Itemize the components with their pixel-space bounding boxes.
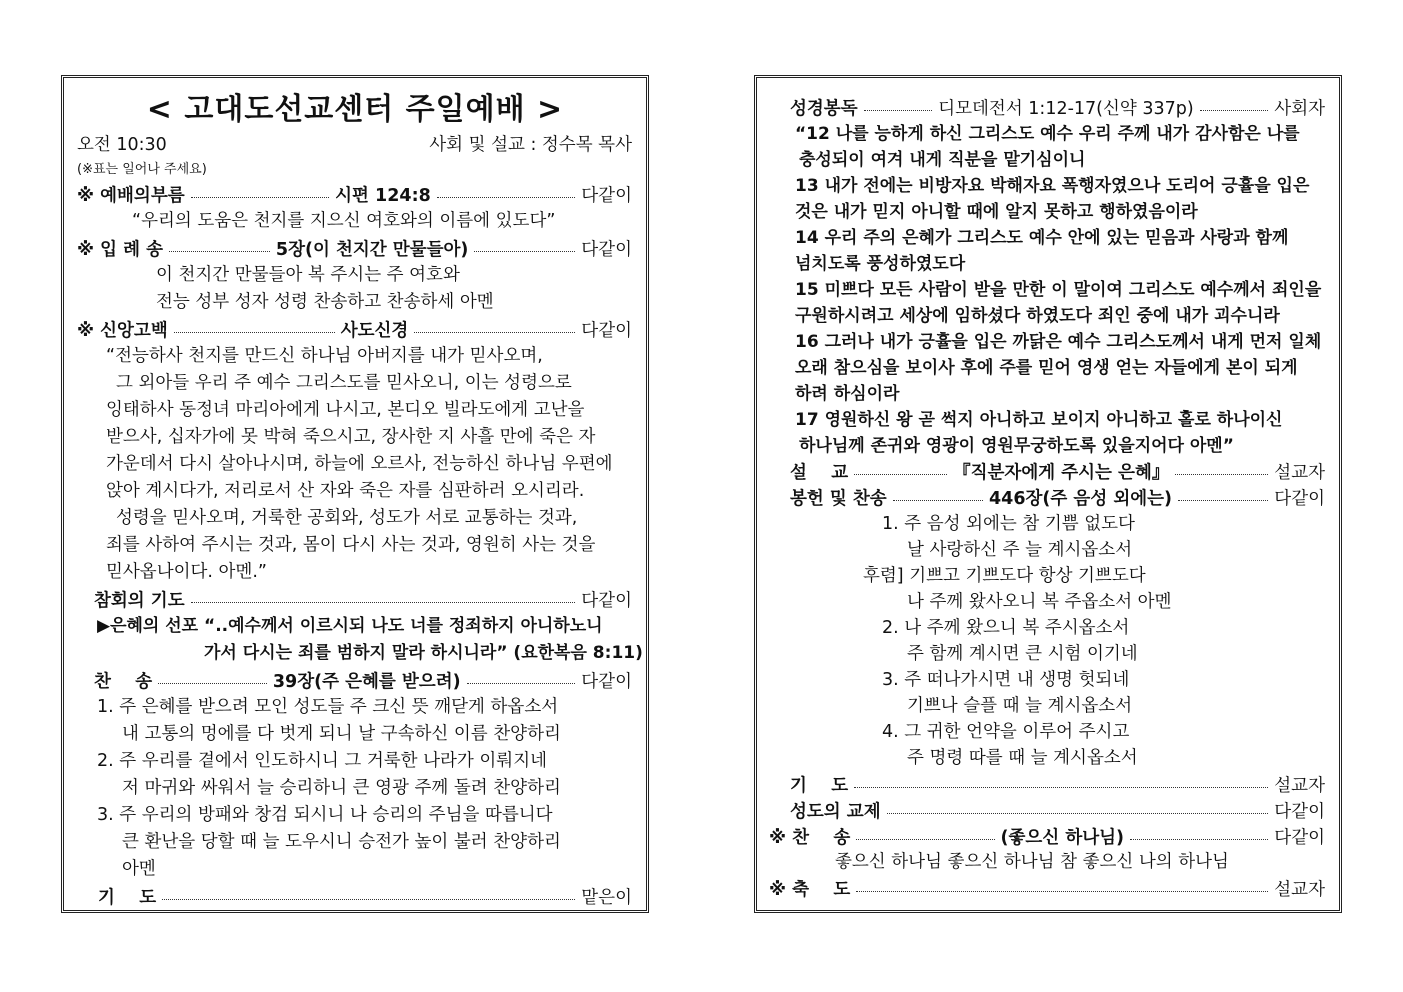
item-right: 다같이 <box>581 590 632 611</box>
item-center: 시편 124:8 <box>335 185 431 206</box>
grace-declaration: 가서 다시는 죄를 범하지 말라 하시니라” (요한복음 8:11) <box>204 643 643 663</box>
grace-declaration: ▶은혜의 선포 “..예수께서 이르시되 나도 너를 정죄하지 아니하노니 <box>97 616 603 636</box>
item-right: 다같이 <box>1274 801 1325 822</box>
item-right: 설교자 <box>1274 462 1326 483</box>
hymn-verse: 4. 그 귀한 언약을 이루어 주시고 <box>882 722 1130 742</box>
item-right: 다같이 <box>581 671 632 692</box>
closing-hymn-row <box>769 824 1325 848</box>
item-right: 다같이 <box>581 320 633 341</box>
leader-dots <box>864 110 933 111</box>
leader-dots <box>162 899 575 900</box>
creed-line: 성령을 믿사오며, 거룩한 공회와, 성도가 서로 교통하는 것과, <box>116 508 578 528</box>
leader-dots <box>856 891 1268 892</box>
scripture-line: 14 우리 주의 은혜가 그리스도 예수 안에 있는 믿음과 사랑과 함께 <box>795 228 1289 248</box>
hymn-verse: 3. 주 떠나가시면 내 생명 헛되네 <box>882 670 1130 690</box>
scripture-line: “12 나를 능하게 하신 그리스도 예수 우리 주께 내가 감사함은 나를 <box>795 124 1300 144</box>
service-leader: 사회 및 설교 : 정수목 목사 <box>429 135 632 155</box>
item-right: 다같이 <box>581 239 632 260</box>
item-center: 39장(주 은혜를 받으려) <box>272 671 461 692</box>
leader-dots <box>191 602 576 603</box>
item-right: 다같이 <box>1274 488 1326 509</box>
item-label: ※ 찬 송 <box>769 827 851 848</box>
leader-dots <box>856 839 994 840</box>
hymn-verse: 3. 주 우리의 방패와 창검 되시니 나 승리의 주님을 따릅니다 <box>97 805 553 825</box>
creed-line: 잉태하사 동정녀 마리아에게 나시고, 본디오 빌라도에게 고난을 <box>106 400 585 420</box>
item-label: ※ 예배의부름 <box>77 185 185 206</box>
item-right: 사회자 <box>1274 98 1326 119</box>
creed-line: “전능하사 천지를 만드신 하나님 아버지를 내가 믿사오며, <box>106 346 543 366</box>
item-label: ※ 축 도 <box>769 879 851 900</box>
scripture-reading-row <box>790 95 1325 119</box>
scripture-line: 하나님께 존귀와 영광이 영원무궁하도록 있을지어다 아멘” <box>799 436 1234 456</box>
hymn-verse: 1. 주 은혜를 받으려 모인 성도들 주 크신 뜻 깨닫게 하옵소서 <box>97 697 559 717</box>
leader-dots <box>191 197 330 198</box>
leader-dots <box>1130 839 1268 840</box>
leader-dots <box>467 683 576 684</box>
call-to-worship-row <box>77 182 632 206</box>
leader-dots <box>1175 474 1268 475</box>
hymn-verse: 내 고통의 멍에를 다 벗게 되니 날 구속하신 이름 찬양하리 <box>122 724 561 744</box>
item-center: 사도신경 <box>340 320 409 341</box>
hymn-verse: 저 마귀와 싸워서 늘 승리하니 큰 영광 주께 돌려 찬양하리 <box>122 778 561 798</box>
prayer-row <box>790 772 1325 796</box>
repentance-prayer-row <box>94 587 632 611</box>
creed-line: 믿사옵나이다. 아멘.” <box>106 562 267 582</box>
right-page <box>754 75 1342 913</box>
item-label: 봉헌 및 찬송 <box>790 488 887 509</box>
item-label: ※ 입 례 송 <box>77 239 164 260</box>
scripture-line: 충성되이 여겨 내게 직분을 맡기심이니 <box>799 150 1086 170</box>
benediction-row <box>769 876 1325 900</box>
item-label: ※ 신앙고백 <box>77 320 168 341</box>
leader-dots <box>158 683 267 684</box>
item-right: 설교자 <box>1274 775 1325 796</box>
scripture-line: 17 영원하신 왕 곧 썩지 아니하고 보이지 아니하고 홀로 하나이신 <box>795 410 1283 430</box>
leader-dots <box>414 332 575 333</box>
creed-line: 받으사, 십자가에 못 박혀 죽으시고, 장사한 지 사흘 만에 죽은 자 <box>106 427 596 447</box>
stand-note: (※표는 일어나 주세요) <box>77 162 207 177</box>
leader-dots <box>887 813 1269 814</box>
closing-hymn-text: 좋으신 하나님 좋으신 하나님 참 좋으신 나의 하나님 <box>835 852 1229 872</box>
call-text: “우리의 도움은 천지를 지으신 여호와의 이름에 있도다” <box>132 211 556 231</box>
leader-dots <box>174 332 335 333</box>
hymn-verse: 주 함께 계시면 큰 시험 이기네 <box>907 644 1138 664</box>
offering-row <box>790 485 1325 509</box>
leader-dots <box>169 251 270 252</box>
item-label: 참회의 기도 <box>94 590 185 611</box>
item-right: 다같이 <box>581 185 632 206</box>
item-label: 설 교 <box>790 462 849 483</box>
creed-line: 앉아 계시다가, 저리로서 산 자와 죽은 자를 심판하러 오시리라. <box>106 481 585 501</box>
item-label: 기 도 <box>790 775 849 796</box>
scripture-line: 넘치도록 풍성하였도다 <box>795 254 966 274</box>
scripture-line: 16 그러나 내가 긍휼을 입은 까닭은 예수 그리스도께서 내게 먼저 일체 <box>795 332 1322 352</box>
creed-line: 가운데서 다시 살아나시며, 하늘에 오르사, 전능하신 하나님 우편에 <box>106 454 613 474</box>
hymn-verse: 나 주께 왔사오니 복 주옵소서 아멘 <box>907 592 1172 612</box>
item-right: 설교자 <box>1274 879 1325 900</box>
page-title: < 고대도선교센터 주일예배 > <box>146 92 564 127</box>
hymn-verse: 주 명령 따를 때 늘 계시옵소서 <box>907 748 1138 768</box>
scripture-line: 구원하시려고 세상에 임하셨다 하였도다 죄인 중에 내가 괴수니라 <box>795 306 1280 326</box>
item-right: 맡은이 <box>581 887 632 908</box>
hymn-verse: 2. 나 주께 왔으니 복 주시옵소서 <box>882 618 1130 638</box>
creed-line: 그 외아들 우리 주 예수 그리스도를 믿사오니, 이는 성령으로 <box>116 373 572 393</box>
hymn-row <box>94 668 632 692</box>
item-label: 성경봉독 <box>790 98 858 119</box>
service-time: 오전 10:30 <box>77 135 167 155</box>
prayer-row <box>98 884 632 908</box>
hymn-verse: 날 사랑하신 주 늘 계시옵소서 <box>907 540 1133 560</box>
leader-dots <box>854 474 947 475</box>
creed-row <box>77 317 632 341</box>
creed-line: 죄를 사하여 주시는 것과, 몸이 다시 사는 것과, 영원히 사는 것을 <box>106 535 596 555</box>
scripture-line: 하려 하심이라 <box>795 384 900 404</box>
leader-dots <box>1200 110 1269 111</box>
scripture-line: 것은 내가 믿지 아니할 때에 알지 못하고 행하였음이라 <box>795 202 1198 222</box>
entrance-hymn-row <box>77 236 632 260</box>
hymn-verse: 2. 주 우리를 곁에서 인도하시니 그 거룩한 나라가 이뤄지네 <box>97 751 548 771</box>
leader-dots <box>1178 500 1268 501</box>
hymn-verse: 아멘 <box>122 859 156 879</box>
item-center: (좋으신 하나님) <box>1000 827 1125 848</box>
item-right: 다같이 <box>1274 827 1326 848</box>
scripture-line: 오래 참으심을 보이사 후에 주를 믿어 영생 얻는 자들에게 본이 되게 <box>795 358 1298 378</box>
hymn-line: 전능 성부 성자 성령 찬송하고 찬송하세 아멘 <box>156 292 494 312</box>
scripture-line: 13 내가 전에는 비방자요 박해자요 폭행자였으나 도리어 긍휼을 입은 <box>795 176 1310 196</box>
item-label: 찬 송 <box>94 671 153 692</box>
item-label: 기 도 <box>98 887 157 908</box>
hymn-verse: 1. 주 음성 외에는 참 기쁨 없도다 <box>882 514 1135 534</box>
item-center: 디모데전서 1:12-17(신약 337p) <box>938 98 1194 119</box>
scripture-line: 15 미쁘다 모든 사람이 받을 만한 이 말이여 그리스도 예수께서 죄인을 <box>795 280 1322 300</box>
leader-dots <box>474 251 575 252</box>
item-center: 446장(주 음성 외에는) <box>988 488 1173 509</box>
hymn-verse: 큰 환난을 당할 때 늘 도우시니 승전가 높이 불러 찬양하리 <box>122 832 561 852</box>
sermon-row <box>790 459 1325 483</box>
leader-dots <box>854 787 1268 788</box>
item-label: 성도의 교제 <box>790 801 881 822</box>
hymn-line: 이 천지간 만물들아 복 주시는 주 여호와 <box>156 265 460 285</box>
hymn-verse: 기쁘나 슬플 때 늘 계시옵소서 <box>907 696 1133 716</box>
leader-dots <box>437 197 576 198</box>
left-page <box>61 75 649 913</box>
item-center: 『직분자에게 주시는 은혜』 <box>953 462 1170 483</box>
item-center: 5장(이 천지간 만물들아) <box>275 239 469 260</box>
hymn-chorus: 후렴] 기쁘고 기쁘도다 항상 기쁘도다 <box>863 566 1146 586</box>
fellowship-row <box>790 798 1325 822</box>
leader-dots <box>893 500 983 501</box>
